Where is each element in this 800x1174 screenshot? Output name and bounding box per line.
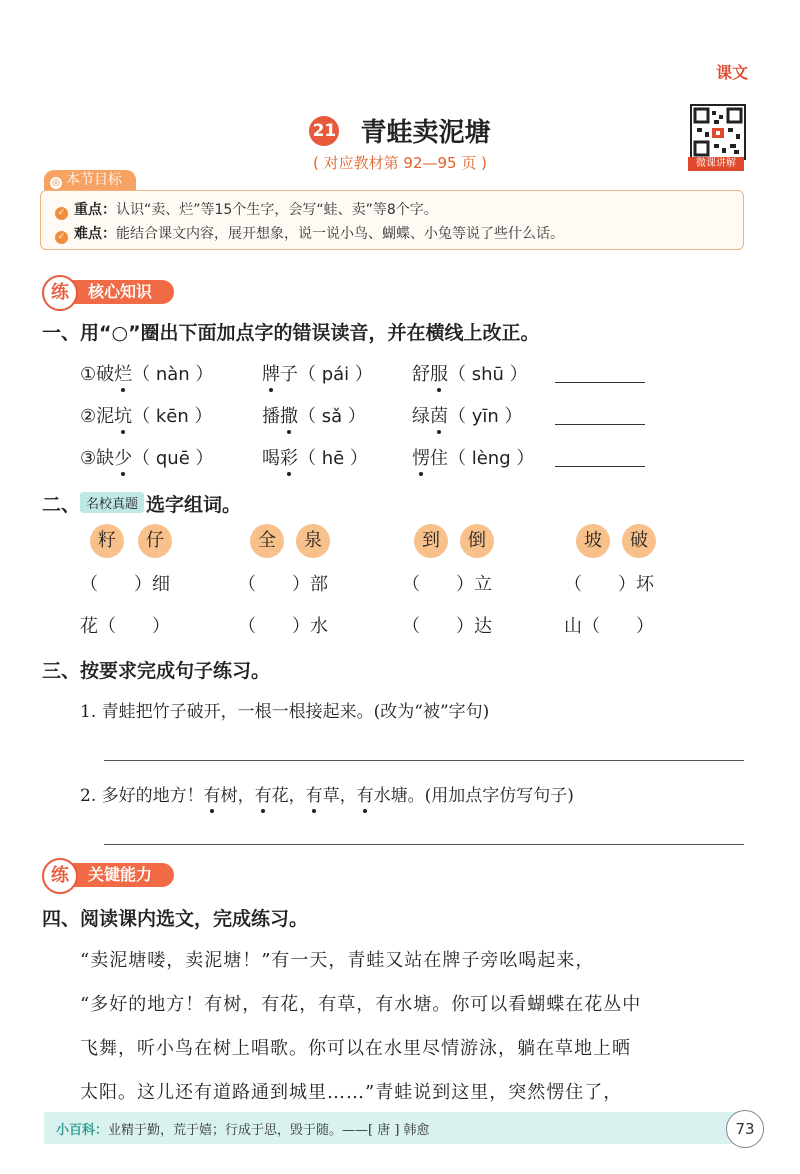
objectives-tab-label: 本节目标 — [66, 172, 122, 188]
lesson-number: 21 — [309, 116, 339, 146]
objectives-tab — [44, 170, 136, 190]
char-option: 坡 — [576, 524, 610, 558]
q1-row-1-b: 牌子（ pái ） — [262, 364, 373, 385]
sentence-1: 1. 青蛙把竹子破开，一根一根接起来。(改为“被”字句) — [80, 702, 490, 722]
q1-row-2-b: 播撒（ sǎ ） — [262, 406, 366, 427]
passage-line: “卖泥塘喽，卖泥塘！”有一天，青蛙又站在牌子旁吆喝起来， — [80, 950, 595, 971]
objectives-box — [40, 190, 744, 250]
q1-row-3-b: 喝彩（ hē ） — [262, 448, 368, 469]
question-2-title: 二、 名校真题 选字组词。 — [42, 494, 242, 516]
qr-code-icon[interactable] — [690, 104, 746, 160]
fill-blank[interactable]: （ ）水 — [238, 616, 328, 637]
lesson-title-row — [0, 112, 800, 149]
passage-line: 太阳。这儿还有道路通到城里……”青蛙说到这里，突然愣住了， — [80, 1082, 623, 1103]
q1-row-2-c: 绿茵（ yīn ） — [412, 406, 523, 427]
check-icon: ✓ — [55, 207, 68, 220]
answer-line[interactable] — [555, 382, 645, 383]
char-option: 仔 — [138, 524, 172, 558]
page-number: 73 — [726, 1110, 764, 1148]
answer-line[interactable] — [104, 760, 744, 761]
exam-badge: 名校真题 — [80, 492, 144, 513]
char-option: 破 — [622, 524, 656, 558]
fill-blank[interactable]: （ ）立 — [402, 574, 492, 595]
sentence-2: 2. 多好的地方！有树，有花，有草，有水塘。(用加点字仿写句子) — [80, 786, 574, 806]
answer-line[interactable] — [555, 466, 645, 467]
answer-line[interactable] — [104, 844, 744, 845]
section-title: 核心知识 — [66, 280, 174, 304]
objective-key-label: 重点： — [74, 202, 116, 218]
char-option: 籽 — [90, 524, 124, 558]
fill-blank[interactable]: （ ）部 — [238, 574, 328, 595]
section-banner-core — [42, 275, 222, 309]
fill-blank[interactable]: （ ）细 — [80, 574, 170, 595]
objective-key — [55, 199, 438, 220]
objective-difficult-label: 难点： — [74, 226, 116, 242]
fill-blank[interactable]: （ ）坏 — [564, 574, 654, 595]
char-option: 到 — [414, 524, 448, 558]
target-icon: ◎ — [50, 177, 62, 189]
objective-difficult-text: 能结合课文内容，展开想象，说一说小鸟、蝴蝶、小兔等说了些什么话。 — [116, 226, 564, 242]
question-1-title: 一、用“○”圈出下面加点字的错误读音，并在横线上改正。 — [42, 322, 540, 344]
footer-label: 小百科： — [56, 1123, 109, 1138]
question-4-title: 四、阅读课内选文，完成练习。 — [42, 908, 309, 930]
char-option: 全 — [250, 524, 284, 558]
check-icon: ✓ — [55, 231, 68, 244]
q1-row-1-a: ①破烂（ nàn ） — [80, 364, 214, 385]
answer-line[interactable] — [555, 424, 645, 425]
passage-line: “多好的地方！有树，有花，有草，有水塘。你可以看蝴蝶在花丛中 — [80, 994, 642, 1015]
fill-blank[interactable]: 山（ ） — [564, 616, 654, 637]
textbook-pages: ( 对应教材第 92—95 页 ) — [313, 154, 487, 172]
q1-row-1-c: 舒服（ shū ） — [412, 364, 528, 385]
qr-caption: 微课讲解 — [688, 157, 744, 171]
lesson-title: 青蛙卖泥塘 — [360, 118, 491, 148]
question-3-title: 三、按要求完成句子练习。 — [42, 660, 271, 682]
fill-blank[interactable]: （ ）达 — [402, 616, 492, 637]
q1-row-2-a: ②泥坑（ kēn ） — [80, 406, 213, 427]
practice-badge: 练 — [42, 275, 78, 311]
section-title: 关键能力 — [66, 863, 174, 887]
fill-blank[interactable]: 花（ ） — [80, 616, 170, 637]
section-banner-ability — [42, 858, 222, 892]
objective-difficult — [55, 223, 564, 244]
footer-quote: 小百科：业精于勤，荒于嬉；行成于思，毁于随。——[ 唐 ] 韩愈 — [56, 1123, 430, 1138]
char-option: 倒 — [460, 524, 494, 558]
q1-row-3-c: 愣住（ lèng ） — [412, 448, 535, 469]
objective-key-text: 认识“卖、烂”等15个生字，会写“蛙、卖”等8个字。 — [116, 202, 438, 218]
practice-badge: 练 — [42, 858, 78, 894]
char-option: 泉 — [296, 524, 330, 558]
passage-line: 飞舞，听小鸟在树上唱歌。你可以在水里尽情游泳，躺在草地上晒 — [80, 1038, 631, 1059]
q1-row-3-a: ③缺少（ quē ） — [80, 448, 214, 469]
section-tag: 课文 — [715, 63, 748, 82]
